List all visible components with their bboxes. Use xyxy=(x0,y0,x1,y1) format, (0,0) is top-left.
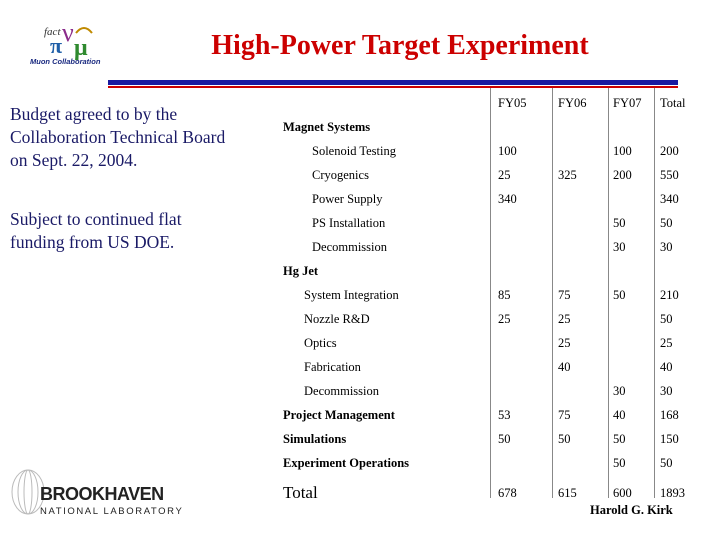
table-column-divider xyxy=(608,88,609,498)
table-column-divider xyxy=(654,88,655,498)
title-rule-blue xyxy=(108,80,678,85)
table-column-divider xyxy=(490,88,491,498)
table-cell: 50 xyxy=(613,456,626,470)
table-cell: 50 xyxy=(498,432,511,446)
table-cell: 50 xyxy=(613,288,626,302)
table-row-label: Total xyxy=(283,483,318,502)
table-cell: 30 xyxy=(613,240,626,254)
table-row-label: Magnet Systems xyxy=(283,120,371,134)
table-cell: 150 xyxy=(660,432,679,446)
table-cell: 30 xyxy=(660,384,673,398)
svg-text:fact: fact xyxy=(44,26,61,38)
table-column-header: FY07 xyxy=(613,96,642,110)
author-name: Harold G. Kirk xyxy=(590,503,673,517)
table-row-label: Decommission xyxy=(312,240,387,254)
table-cell: 600 xyxy=(613,486,632,500)
title-rule-red xyxy=(108,86,678,88)
table-cell: 100 xyxy=(613,144,632,158)
table-cell: 1893 xyxy=(660,486,685,500)
table-cell: 25 xyxy=(498,312,511,326)
table-cell: 340 xyxy=(498,192,517,206)
table-cell: 40 xyxy=(613,408,626,422)
table-row-label: Solenoid Testing xyxy=(312,144,396,158)
table-cell: 75 xyxy=(558,408,571,422)
table-column-header: Total xyxy=(660,96,686,110)
table-cell: 75 xyxy=(558,288,571,302)
table-cell: 200 xyxy=(613,168,632,182)
table-row-label: Simulations xyxy=(283,432,347,446)
table-cell: 50 xyxy=(558,432,571,446)
table-cell: 50 xyxy=(660,456,673,470)
table-cell: 168 xyxy=(660,408,679,422)
table-cell: 25 xyxy=(558,336,571,350)
table-cell: 50 xyxy=(613,216,626,230)
table-cell: 25 xyxy=(498,168,511,182)
svg-text:μ: μ xyxy=(74,35,88,61)
funding-note xyxy=(10,208,182,254)
budget-note-line: Collaboration Technical Board xyxy=(10,127,226,147)
brookhaven-logo xyxy=(30,480,200,520)
budget-note-line: on Sept. 22, 2004. xyxy=(10,150,138,170)
table-row-label: Experiment Operations xyxy=(283,456,410,470)
bnl-name: BROOKHAVEN xyxy=(40,484,164,504)
funding-note-line: Subject to continued flat xyxy=(10,209,182,229)
table-row-label: Power Supply xyxy=(312,192,383,206)
table-cell: 25 xyxy=(558,312,571,326)
table-row-label: Project Management xyxy=(283,408,395,422)
table-cell: 615 xyxy=(558,486,577,500)
table-row-label: System Integration xyxy=(304,288,399,302)
table-cell: 85 xyxy=(498,288,511,302)
table-cell: 340 xyxy=(660,192,679,206)
table-row-label: Cryogenics xyxy=(312,168,369,182)
table-row-label: Hg Jet xyxy=(283,264,319,278)
svg-text:ν: ν xyxy=(62,18,74,47)
table-column-header: FY05 xyxy=(498,96,527,110)
table-cell: 678 xyxy=(498,486,517,500)
funding-note-line: funding from US DOE. xyxy=(10,232,175,252)
bnl-subtitle: NATIONAL LABORATORY xyxy=(40,506,184,517)
table-cell: 30 xyxy=(613,384,626,398)
table-row-label: PS Installation xyxy=(312,216,386,230)
budget-note-line: Budget agreed to by the xyxy=(10,104,178,124)
table-cell: 40 xyxy=(660,360,673,374)
table-column-divider xyxy=(552,88,553,498)
table-column-header: FY06 xyxy=(558,96,587,110)
table-cell: 50 xyxy=(660,312,673,326)
table-cell: 30 xyxy=(660,240,673,254)
table-cell: 200 xyxy=(660,144,679,158)
table-row-label: Decommission xyxy=(304,384,379,398)
budget-note xyxy=(10,103,225,172)
table-cell: 550 xyxy=(660,168,679,182)
table-cell: 53 xyxy=(498,408,511,422)
table-cell: 25 xyxy=(660,336,673,350)
table-row-label: Nozzle R&D xyxy=(304,312,370,326)
table-cell: 50 xyxy=(613,432,626,446)
svg-text:π: π xyxy=(50,33,63,58)
table-cell: 50 xyxy=(660,216,673,230)
table-cell: 210 xyxy=(660,288,679,302)
table-cell: 325 xyxy=(558,168,577,182)
logo-caption: Muon Collaboration xyxy=(30,57,101,66)
page-title: High-Power Target Experiment xyxy=(211,30,589,61)
table-cell: 40 xyxy=(558,360,571,374)
table-cell: 100 xyxy=(498,144,517,158)
table-row-label: Fabrication xyxy=(304,360,361,374)
table-row-label: Optics xyxy=(304,336,337,350)
